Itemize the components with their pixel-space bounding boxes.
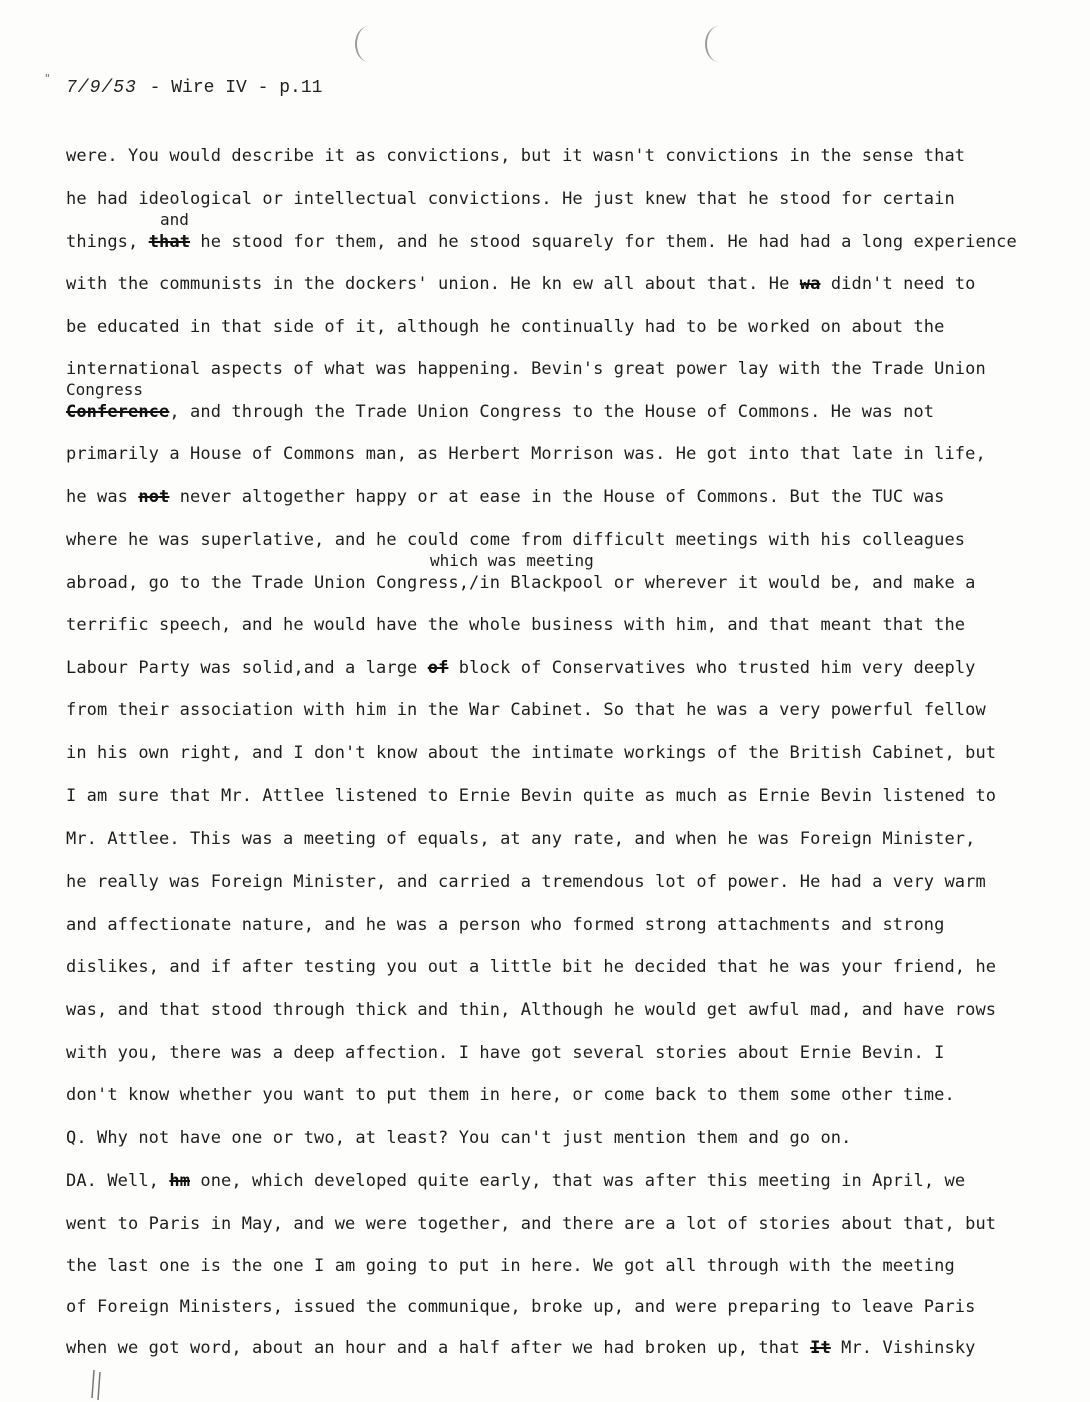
- text-segment: when we got word, about an hour and a half after we had broken up, that: [66, 1338, 800, 1358]
- punch-hole-right: [705, 26, 733, 62]
- header-date: 7/9/53: [66, 78, 137, 98]
- text-line-3: [66, 232, 1056, 252]
- text-line-10: where he was superlative, and he could come from difficult meetings with his colleagues: [66, 530, 966, 550]
- text-line-5: be educated in that side of it, although he continually had to be worked on about the: [66, 317, 945, 337]
- page-header: [66, 78, 322, 98]
- text-line-12: terrific speech, and he would have the whole business with him, and that meant that the: [66, 615, 966, 635]
- margin-tick: ": [44, 72, 51, 85]
- text-segment: block of Conservatives who trusted him very deeply: [458, 658, 976, 678]
- punch-hole-left: [355, 26, 383, 62]
- struck-word: of: [427, 658, 449, 678]
- text-segment: he stood for them, and he stood squarely for them. He had had a long experience: [200, 232, 1017, 252]
- text-line-4: [66, 274, 1056, 294]
- text-line-23: don't know whether you want to put them in here, or come back to them some other time.: [66, 1085, 955, 1105]
- text-segment: never altogether happy or at ease in the House of Commons. But the TUC was: [179, 487, 945, 507]
- text-line-16: I am sure that Mr. Attlee listened to Ernie Bevin quite as much as Ernie Bevin listened to: [66, 786, 997, 806]
- text-segment: things,: [66, 232, 139, 252]
- text-line-9: [66, 487, 1056, 507]
- text-segment: with the communists in the dockers' union. He kn ew all about that. He: [66, 274, 790, 294]
- text-line-17: Mr. Attlee. This was a meeting of equals, at any rate, and when he was Foreign Minister,: [66, 829, 976, 849]
- struck-word: wa: [799, 274, 821, 294]
- struck-word: that: [148, 232, 191, 252]
- text-segment: he was: [66, 487, 129, 507]
- text-line-18: he really was Foreign Minister, and carried a tremendous lot of power. He had a very warm: [66, 872, 986, 892]
- text-line-22: with you, there was a deep affection. I have got several stories about Ernie Bevin. I: [66, 1043, 945, 1063]
- text-line-24: went to Paris in May, and we were together, and there are a lot of stories about that, but: [66, 1214, 997, 1234]
- text-segment: , and through the Trade Union Congress to the House of Commons. He was not: [169, 402, 935, 422]
- text-segment: didn't need to: [830, 274, 976, 294]
- text-line-7: [66, 402, 1056, 422]
- text-line-21: was, and that stood through thick and thin, Although he would get awful mad, and have rows: [66, 1000, 997, 1020]
- text-line-6: international aspects of what was happening. Bevin's great power lay with the Trade Union: [66, 359, 986, 379]
- text-line-8: primarily a House of Commons man, as Herbert Morrison was. He got into that late in life,: [66, 444, 986, 464]
- text-line-2: he had ideological or intellectual convictions. He just knew that he stood for certain: [66, 189, 955, 209]
- interlinear-which-was-meeting: which was meeting: [430, 551, 594, 570]
- struck-word: It: [810, 1338, 831, 1358]
- text-line-27: [66, 1338, 1056, 1358]
- struck-word: Conference: [66, 402, 170, 422]
- answer-line: [66, 1171, 1056, 1191]
- text-line-19: and affectionate nature, and he was a person who formed strong attachments and strong: [66, 915, 945, 935]
- text-segment: one, which developed quite early, that was after this meeting in April, we: [200, 1171, 966, 1191]
- text-line-20: dislikes, and if after testing you out a little bit he decided that he was your friend, he: [66, 957, 997, 977]
- header-label: - Wire IV - p.11: [149, 78, 323, 98]
- text-segment: Labour Party was solid,and a large: [66, 658, 418, 678]
- text-line-1: were. You would describe it as convictions, but it wasn't convictions in the sense that: [66, 146, 966, 166]
- text-line-15: in his own right, and I don't know about the intimate workings of the British Cabinet, but: [66, 743, 997, 763]
- text-line-25: the last one is the one I am going to put in here. We got all through with the meeting: [66, 1256, 955, 1276]
- question-line: Q. Why not have one or two, at least? You can't just mention them and go on.: [66, 1128, 852, 1148]
- struck-word: hm: [169, 1171, 191, 1191]
- interlinear-congress: Congress: [66, 380, 144, 399]
- interlinear-and: and: [160, 210, 189, 229]
- text-line-13: [66, 658, 1056, 678]
- margin-pen-marks: [88, 1368, 108, 1402]
- text-segment: DA. Well,: [66, 1171, 160, 1191]
- text-line-26: of Foreign Ministers, issued the communique, broke up, and were preparing to leave Paris: [66, 1297, 976, 1317]
- text-line-14: from their association with him in the War Cabinet. So that he was a very powerful fellow: [66, 700, 986, 720]
- text-segment: Mr. Vishinsky: [841, 1338, 976, 1358]
- struck-word: not: [138, 487, 170, 507]
- text-line-11: abroad, go to the Trade Union Congress,/in Blackpool or wherever it would be, and make a: [66, 573, 976, 593]
